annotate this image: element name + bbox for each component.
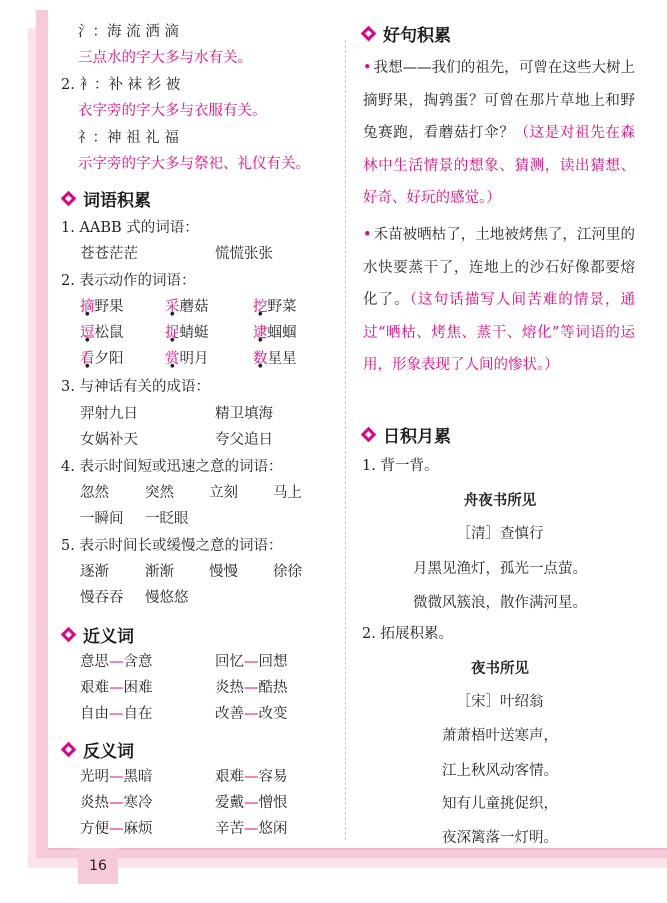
short-time-word: 突然 [145, 485, 174, 501]
section-title: 近义词 [83, 627, 134, 647]
poem-author: ［清］查慎行 [456, 526, 544, 542]
diamond-icon [63, 629, 74, 640]
long-time-label: 5. 表示时间长或缓慢之意的词语： [61, 538, 283, 554]
action-word: 摘 ●野果 [80, 297, 124, 317]
diamond-icon [363, 429, 374, 440]
long-time-word: 慢慢 [209, 564, 238, 580]
action-word: 数 ●星星 [253, 349, 297, 369]
section-heading-words [63, 186, 151, 211]
section-heading-synonyms [63, 622, 134, 647]
short-time-word: 立刻 [209, 485, 238, 501]
poem-line: 萧萧梧叶送寒声， [442, 728, 558, 744]
sentence-2: • 禾苗被晒枯了，土地被烤焦了，江河里的水快要蒸干了，连地上的沙石好像都要熔化了。（这句话描写人间苦难的情景，通过“晒枯、烤焦、蒸干、熔化”等词语的运用，形象表现了人间的惨状。） [363, 227, 636, 373]
section-heading-daily [363, 422, 451, 447]
radical-clothes-note: 衣字旁的字大多与衣服有关。 [78, 103, 267, 119]
antonym-pair: 方便—麻烦 [80, 821, 153, 837]
poem-line: 夜深篱落一灯明。 [442, 830, 558, 846]
short-time-word: 一瞬间 [80, 511, 124, 527]
antonym-pair: 艰难—容易 [215, 769, 288, 785]
synonym-pair: 艰难—困难 [80, 680, 153, 696]
action-word: 逗 ●松鼠 [80, 323, 124, 343]
action-label: 2. 表示动作的词语： [61, 273, 196, 289]
radical-ritual-note: 示字旁的字大多与祭祀、礼仪有关。 [78, 156, 310, 172]
item-extend: 2. 拓展积累。 [362, 626, 453, 642]
long-time-word: 慢悠悠 [145, 590, 189, 606]
antonym-pair: 爱戴—憎恨 [215, 795, 288, 811]
item-recite: 1. 背一背。 [362, 458, 439, 474]
synonym-pair: 改善—改变 [215, 706, 288, 722]
antonym-pair: 光明—黑暗 [80, 769, 153, 785]
bullet-icon: • [363, 60, 372, 76]
poem-line: 知有儿童挑促织， [442, 796, 558, 812]
radical-water-note: 三点水的字大多与水有关。 [78, 50, 252, 66]
action-word: 采 ●蘑菇 [165, 297, 209, 317]
aabb-word: 苍苍茫茫 [80, 246, 138, 262]
short-time-label: 4. 表示时间短或迅速之意的词语： [61, 459, 283, 475]
synonym-pair: 回忆—回想 [215, 654, 288, 670]
section-heading-antonyms [63, 737, 134, 762]
myth-idiom: 精卫填海 [215, 406, 273, 422]
action-word: 捉 ●蜻蜓 [165, 323, 209, 343]
sentence-1: • 我想——我们的祖先，可曾在这些大树上摘野果，掏鹑蛋？可曾在那片草地上和野兔赛跑，看蘑菇打伞？（这是对祖先在森林中生活情景的想象、猜测，读出猜想、好奇、好玩的感觉。） [363, 60, 636, 206]
myth-idiom: 夸父追日 [215, 432, 273, 448]
bullet-icon: • [363, 227, 372, 243]
poem-line: 微微风簇浪，散作满河星。 [413, 595, 587, 611]
action-word: 赏 ●明月 [165, 349, 209, 369]
section-title: 日积月累 [383, 427, 451, 447]
diamond-icon [63, 744, 74, 755]
antonym-pair: 辛苦—悠闲 [215, 821, 288, 837]
long-time-word: 渐渐 [145, 564, 174, 580]
myth-idiom: 羿射九日 [80, 406, 138, 422]
section-title: 好句积累 [383, 26, 451, 46]
long-time-word: 逐渐 [80, 564, 109, 580]
poem-title: 夜书所见 [471, 661, 529, 677]
action-word: 挖 ●野菜 [253, 297, 297, 317]
poem-title: 舟夜书所见 [463, 493, 537, 509]
synonym-pair: 炎热—酷热 [215, 680, 288, 696]
section-heading-sentences [363, 21, 451, 46]
action-word: 逮 ●蝈蝈 [253, 323, 297, 343]
radical-water-line: 氵：海 流 洒 滴 [78, 24, 179, 40]
poem-line: 江上秋风动客情。 [442, 763, 558, 779]
aabb-label: 1. AABB 式的词语： [61, 220, 199, 236]
short-time-word: 忽然 [80, 485, 109, 501]
column-divider [345, 40, 346, 840]
radical-ritual-line: 礻：神 祖 礼 福 [78, 130, 179, 146]
poem-author: ［宋］叶绍翁 [456, 694, 544, 710]
poem-line: 月黑见渔灯，孤光一点萤。 [413, 561, 587, 577]
synonym-pair: 意思—含意 [80, 654, 153, 670]
antonym-pair: 炎热—寒冷 [80, 795, 153, 811]
myth-idiom: 女娲补天 [80, 432, 138, 448]
short-time-word: 一眨眼 [145, 511, 189, 527]
diamond-icon [63, 193, 74, 204]
short-time-word: 马上 [273, 485, 302, 501]
action-word: 看 ●夕阳 [80, 349, 124, 369]
radical-clothes-line: 2. 衤：补 袜 衫 被 [61, 77, 181, 93]
aabb-word: 慌慌张张 [215, 246, 273, 262]
long-time-word: 徐徐 [273, 564, 302, 580]
diamond-icon [363, 28, 374, 39]
section-title: 词语积累 [83, 191, 151, 211]
myth-label: 3. 与神话有关的成语： [61, 379, 210, 395]
long-time-word: 慢吞吞 [80, 590, 124, 606]
page-number: 16 [78, 848, 118, 884]
section-title: 反义词 [83, 742, 134, 762]
synonym-pair: 自由—自在 [80, 706, 153, 722]
